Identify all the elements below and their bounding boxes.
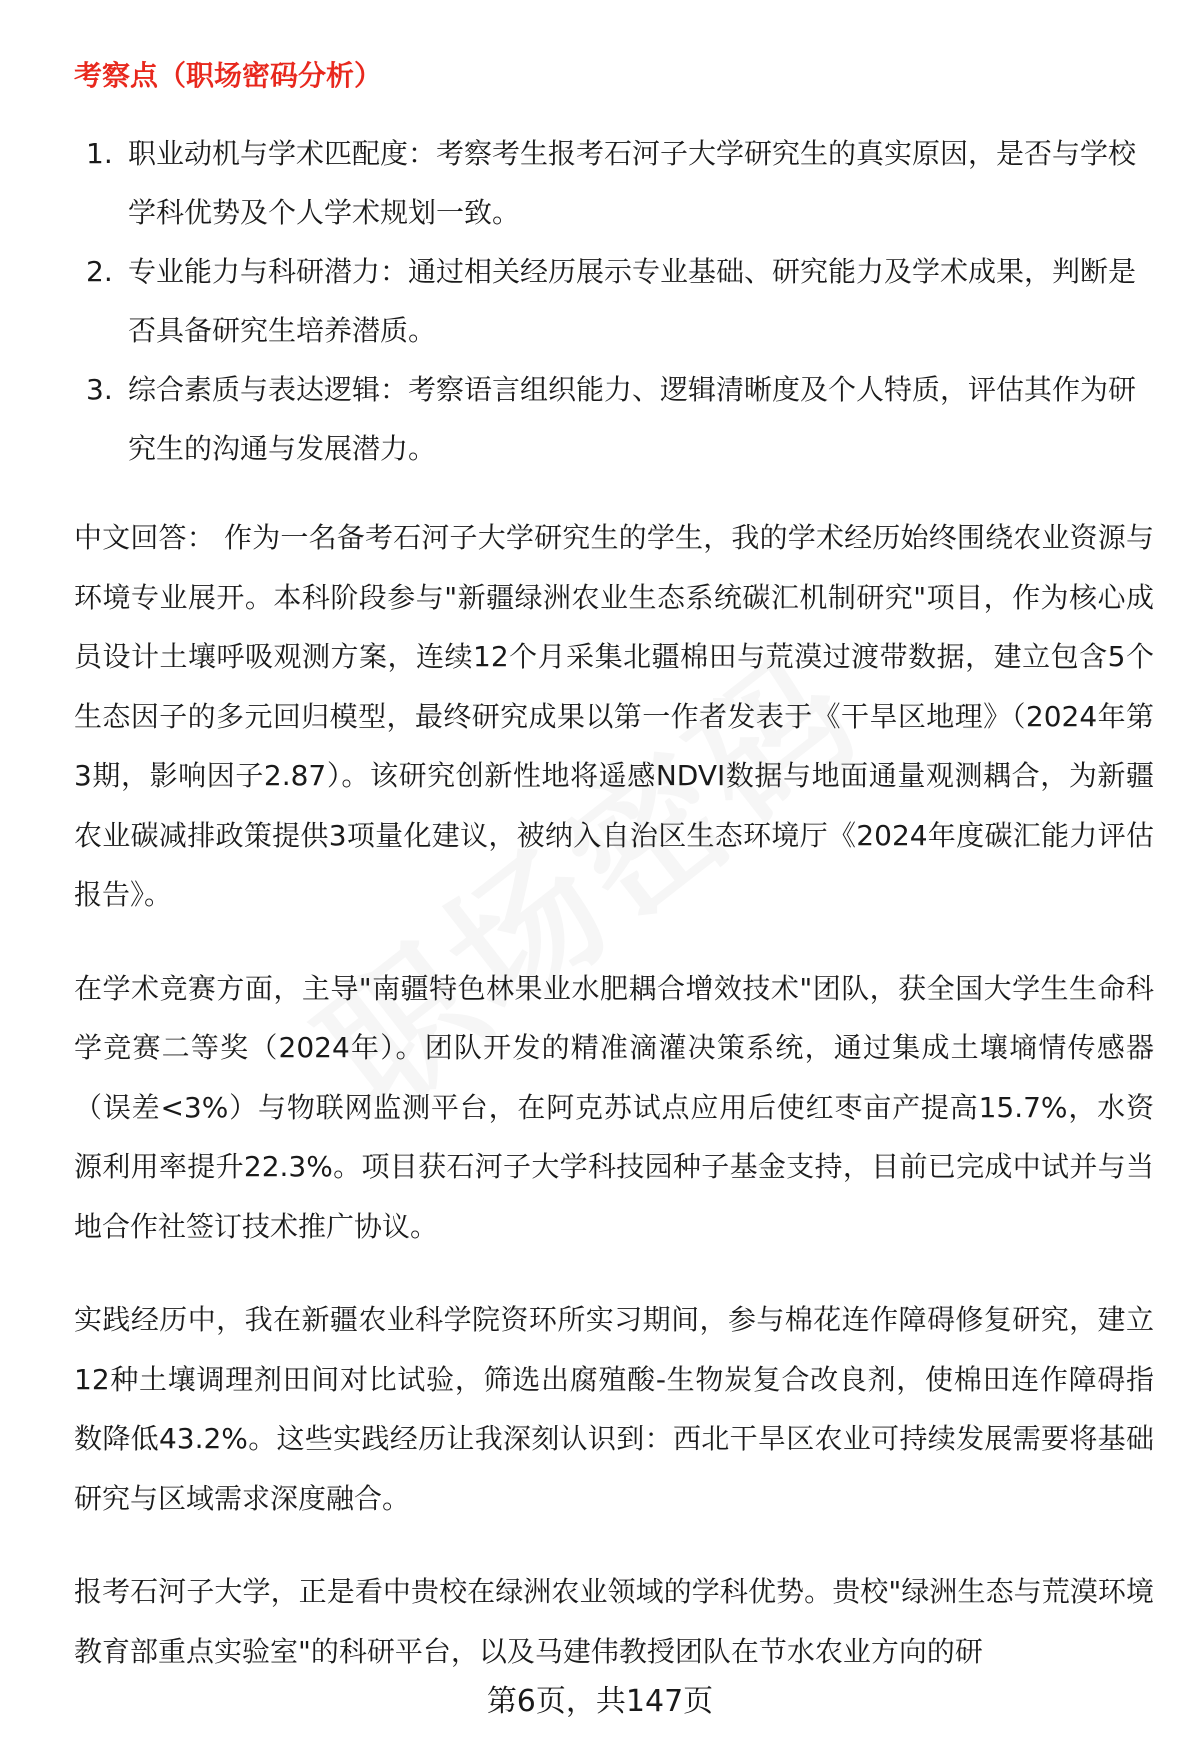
page-number: 第6页，共147页 xyxy=(486,1684,714,1719)
list-item-text: 综合素质与表达逻辑：考察语言组织能力、逻辑清晰度及个人特质，评估其作为研究生的沟通与发展潜力。 xyxy=(128,373,1137,465)
motivation-paragraph: 报考石河子大学，正是看中贵校在绿洲农业领域的学科优势。贵校"绿洲生态与荒漠环境教育部重点实验室"的科研平台，以及马建伟教授团队在节水农业方向的研 xyxy=(74,1575,1154,1668)
competition-paragraph: 在学术竞赛方面，主导"南疆特色林果业水肥耦合增效技术"团队，获全国大学生生命科学竞赛二等奖（2024年）。团队开发的精准滴灌决策系统，通过集成土壤墒情传感器（误差<3%）与物联网监测平台，在阿克苏试点应用后使红枣亩产提高15.7%，水资源利用率提升22.3%。项目获石河子大学科技园种子基金支持，目前已完成中试并与当地合作社签订技术推广协议。 xyxy=(74,971,1154,1243)
list-item xyxy=(74,360,1154,478)
list-number: 2. xyxy=(86,255,113,288)
section-heading: 考察点（职场密码分析） xyxy=(74,59,383,92)
list-number: 1. xyxy=(86,137,113,170)
practice-paragraph: 实践经历中，我在新疆农业科学院资环所实习期间，参与棉花连作障碍修复研究，建立12种土壤调理剂田间对比试验，筛选出腐殖酸-生物炭复合改良剂，使棉田连作障碍指数降低43.2%。这些实践经历让我深刻认识到：西北干旱区农业可持续发展需要将基础研究与区域需求深度融合。 xyxy=(74,1303,1154,1515)
list-item xyxy=(74,242,1154,360)
list-number: 3. xyxy=(86,373,113,406)
list-item-text: 专业能力与科研潜力：通过相关经历展示专业基础、研究能力及学术成果，判断是否具备研究生培养潜质。 xyxy=(128,255,1137,347)
list-item xyxy=(74,124,1154,242)
list-item-text: 职业动机与学术匹配度：考察考生报考石河子大学研究生的真实原因，是否与学校学科优势及个人学术规划一致。 xyxy=(128,137,1137,229)
answer-paragraph: 中文回答： 作为一名备考石河子大学研究生的学生，我的学术经历始终围绕农业资源与环境专业展开。本科阶段参与"新疆绿洲农业生态系统碳汇机制研究"项目，作为核心成员设计土壤呼吸观测方案，连续12个月采集北疆棉田与荒漠过渡带数据，建立包含5个生态因子的多元回归模型，最终研究成果以第一作者发表于《干旱区地理》（2024年第3期，影响因子2.87）。该研究创新性地将遥感NDVI数据与地面通量观测耦合，为新疆农业碳减排政策提供3项量化建议，被纳入自治区生态环境厅《2024年度碳汇能力评估报告》。 xyxy=(74,521,1154,911)
document-page xyxy=(74,56,1154,1715)
assessment-points-list xyxy=(74,124,1154,478)
